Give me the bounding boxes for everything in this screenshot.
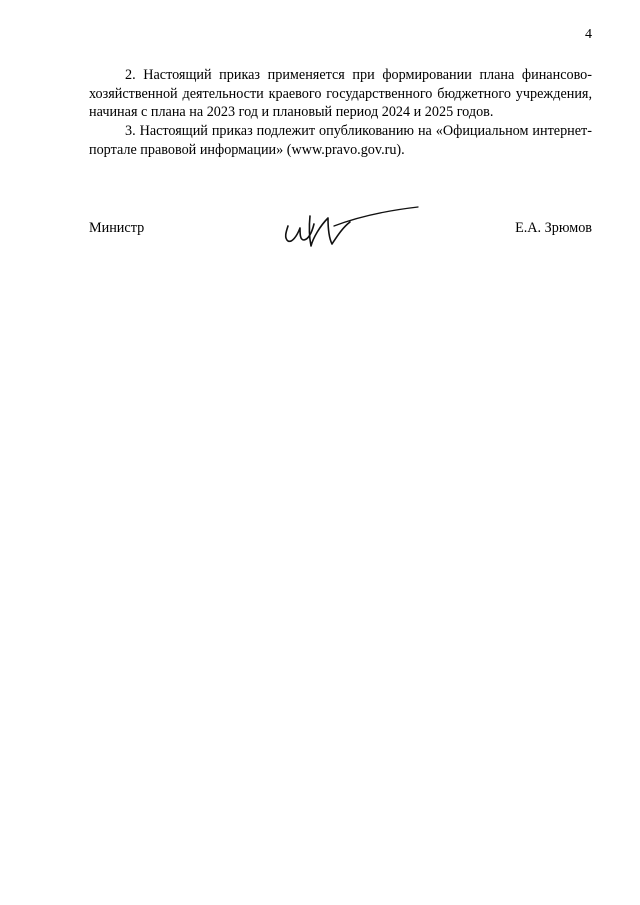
signer-position: Министр [89,220,145,236]
document-body [89,66,592,160]
page-number: 4 [585,27,592,42]
paragraph-2: 2. Настоящий приказ применяется при формировании плана финансово-хозяйственной деятельности краевого государственного бюджетного учреждения, начиная с плана на 2023 год и плановый период 2024 и 2025 годов. [89,67,592,121]
signer-name: Е.А. Зрюмов [515,220,592,236]
signature-block [89,204,592,254]
handwritten-signature [282,204,422,252]
paragraph-3: 3. Настоящий приказ подлежит опубликованию на «Официальном интернет-портале правовой информации» (www.pravo.gov.ru). [89,123,592,158]
